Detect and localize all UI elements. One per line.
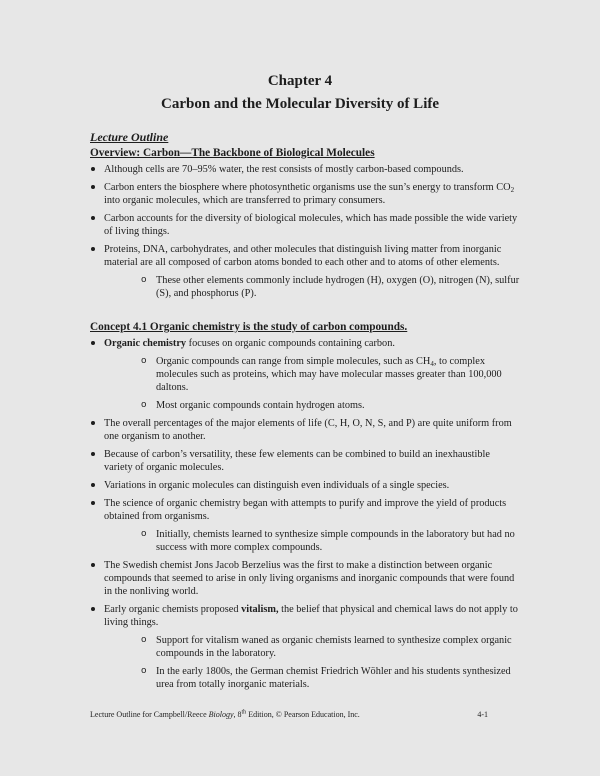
footer-page-number: 4-1 <box>477 710 488 719</box>
overview-bullet-1: Although cells are 70–95% water, the rest consists of mostly carbon-based compounds. <box>90 163 520 176</box>
page-footer <box>90 710 488 719</box>
concept-bullet-6: The Swedish chemist Jons Jacob Berzelius was the first to make a distinction between organic compounds that seemed to arise in only living organisms and inorganic compounds that were found in the nonliving world. <box>90 559 520 598</box>
concept-heading: Concept 4.1 Organic chemistry is the study of carbon compounds. <box>90 321 408 333</box>
overview-bullet-2 <box>90 181 520 207</box>
concept-bullet-7-text-b: the belief that physical and chemical laws do not apply to living things. <box>104 604 518 628</box>
concept-bullet-5: The science of organic chemistry began with attempts to purify and improve the yield of products obtained from organisms. <box>90 497 520 523</box>
term-organic-chemistry: Organic chemistry <box>104 338 187 349</box>
chapter-title: Carbon and the Molecular Diversity of Life <box>160 96 440 112</box>
overview-sub-item-1: o These other elements commonly include hydrogen (H), oxygen (O), nitrogen (N), sulfur (S), and phosphorus (P). <box>90 274 520 300</box>
concept-sub-item-2: o Most organic compounds contain hydrogen atoms. <box>90 399 520 412</box>
footer-book-title: Biology <box>208 710 234 719</box>
lecture-outline-label: Lecture Outline <box>90 130 169 144</box>
footer-edition-sup: th <box>241 709 247 716</box>
concept-sub-item-4: o Support for vitalism waned as organic chemists learned to synthesize complex organic compounds in the laboratory. <box>90 634 520 660</box>
concept-list <box>90 337 520 691</box>
co2-subscript: 2 <box>510 186 515 194</box>
footer-citation-post: Edition, © Pearson Education, Inc. <box>246 710 360 719</box>
lecture-content <box>90 131 520 696</box>
concept-sub-item-1-text-b: , to complex molecules such as proteins, which may have molecular masses greater than 100,000 daltons. <box>156 356 502 393</box>
footer-edition-num: , 8 <box>233 710 242 719</box>
overview-list <box>90 163 520 300</box>
overview-bullet-2-text-b: into organic molecules, which are transferred to primary consumers. <box>104 195 386 206</box>
concept-sub-item-3: o Initially, chemists learned to synthesize simple compounds in the laboratory but had no success with more complex compounds. <box>90 528 520 554</box>
overview-bullet-4: Proteins, DNA, carbohydrates, and other molecules that distinguish living matter from inorganic material are all composed of carbon atoms bonded to each other and to atoms of other elements. <box>90 243 520 269</box>
concept-sub-item-1-text-a: Organic compounds can range from simple molecules, such as CH <box>156 356 431 367</box>
concept-bullet-7 <box>90 603 520 629</box>
footer-citation-pre: Lecture Outline for Campbell/Reece <box>90 710 209 719</box>
term-vitalism: vitalism, <box>241 604 279 615</box>
concept-bullet-4: Variations in organic molecules can distinguish even individuals of a single species. <box>90 479 520 492</box>
concept-bullet-2: The overall percentages of the major elements of life (C, H, O, N, S, and P) are quite uniform from one organism to another. <box>90 417 520 443</box>
concept-bullet-7-text-a: Early organic chemists proposed <box>104 604 242 615</box>
overview-bullet-2-text-a: Carbon enters the biosphere where photosynthetic organisms use the sun’s energy to transform CO <box>104 182 511 193</box>
overview-heading: Overview: Carbon—The Backbone of Biological Molecules <box>90 147 375 159</box>
concept-bullet-1-text: focuses on organic compounds containing carbon. <box>186 338 395 349</box>
chapter-number: Chapter 4 <box>267 73 333 89</box>
concept-sub-item-5: o In the early 1800s, the German chemist Friedrich Wöhler and his students synthesized urea from totally inorganic materials. <box>90 665 520 691</box>
footer-citation <box>90 710 360 719</box>
concept-sub-item-1 <box>90 355 520 394</box>
concept-bullet-1 <box>90 337 520 350</box>
concept-bullet-3: Because of carbon’s versatility, these few elements can be combined to build an inexhaustible variety of organic molecules. <box>90 448 520 474</box>
overview-bullet-3: Carbon accounts for the diversity of biological molecules, which has made possible the wide variety of living things. <box>90 212 520 238</box>
ch4-subscript: 4 <box>430 360 434 368</box>
